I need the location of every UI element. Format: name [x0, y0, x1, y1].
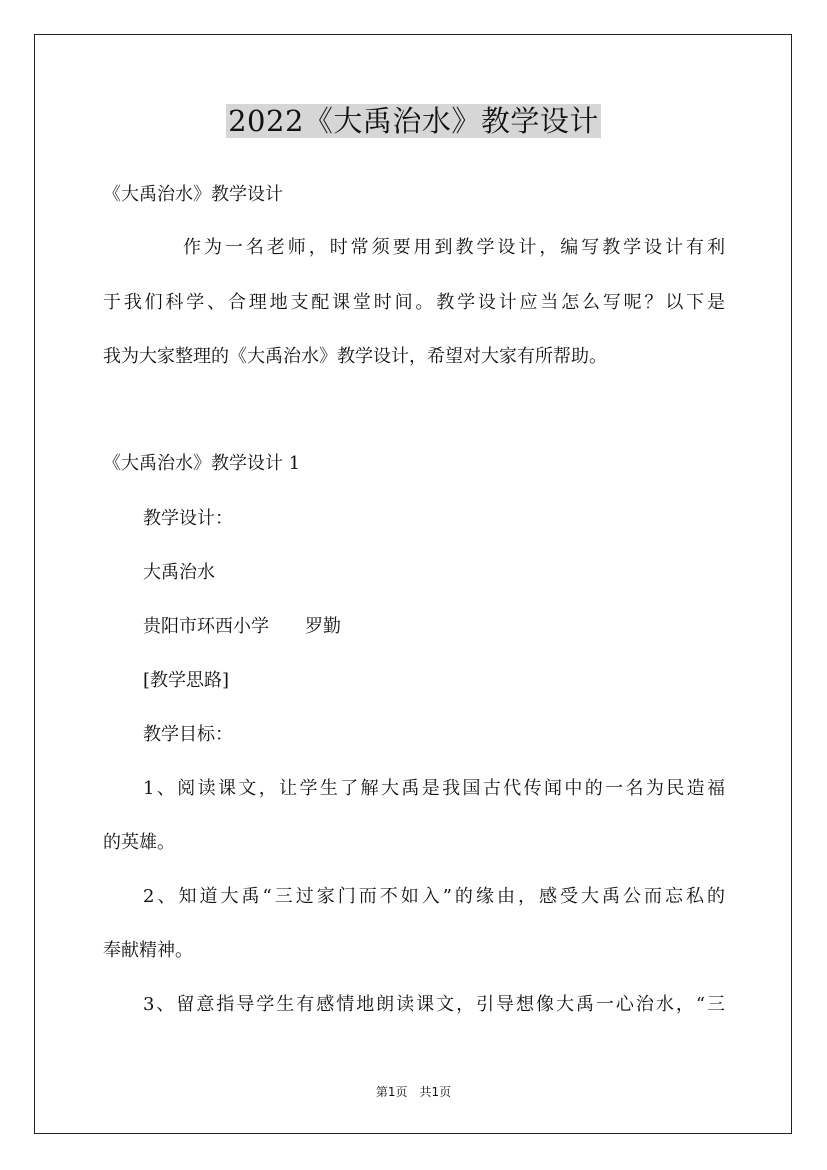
document-title	[0, 101, 827, 141]
subtitle: 《大禹治水》教学设计	[103, 184, 283, 205]
body-line-objective-1b: 的英雄。	[103, 832, 175, 853]
title-text: 2022《大禹治水》教学设计	[228, 104, 599, 138]
body-line-objective-2b: 奉献精神。	[103, 940, 193, 961]
section-heading: 《大禹治水》教学设计 1	[103, 453, 301, 474]
intro-line-3: 我为大家整理的《大禹治水》教学设计，希望对大家有所帮助。	[103, 346, 607, 367]
intro-line-1: 作为一名老师，时常须要用到教学设计，编写教学设计有利	[183, 237, 725, 258]
body-line-objective-1a: 1、阅读课文，让学生了解大禹是我国古代传闻中的一名为民造福	[143, 778, 725, 799]
body-line-objective-3a: 3、留意指导学生有感情地朗读课文，引导想像大禹一心治水，“三	[143, 994, 725, 1015]
body-line-objective-2a: 2、知道大禹“三过家门而不如入”的缘由，感受大禹公而忘私的	[143, 886, 725, 907]
body-line-lesson-name: 大禹治水	[143, 562, 215, 583]
body-line-objectives-label: 教学目标：	[143, 724, 233, 745]
body-line-teaching-idea: [教学思路]	[143, 670, 230, 691]
intro-line-2: 于我们科学、合理地支配课堂时间。教学设计应当怎么写呢？以下是	[103, 292, 725, 313]
body-line-design-label: 教学设计：	[143, 508, 233, 529]
page-footer: 第1页 共1页	[375, 1085, 452, 1099]
body-line-author: 贵阳市环西小学 罗勤	[143, 616, 341, 637]
